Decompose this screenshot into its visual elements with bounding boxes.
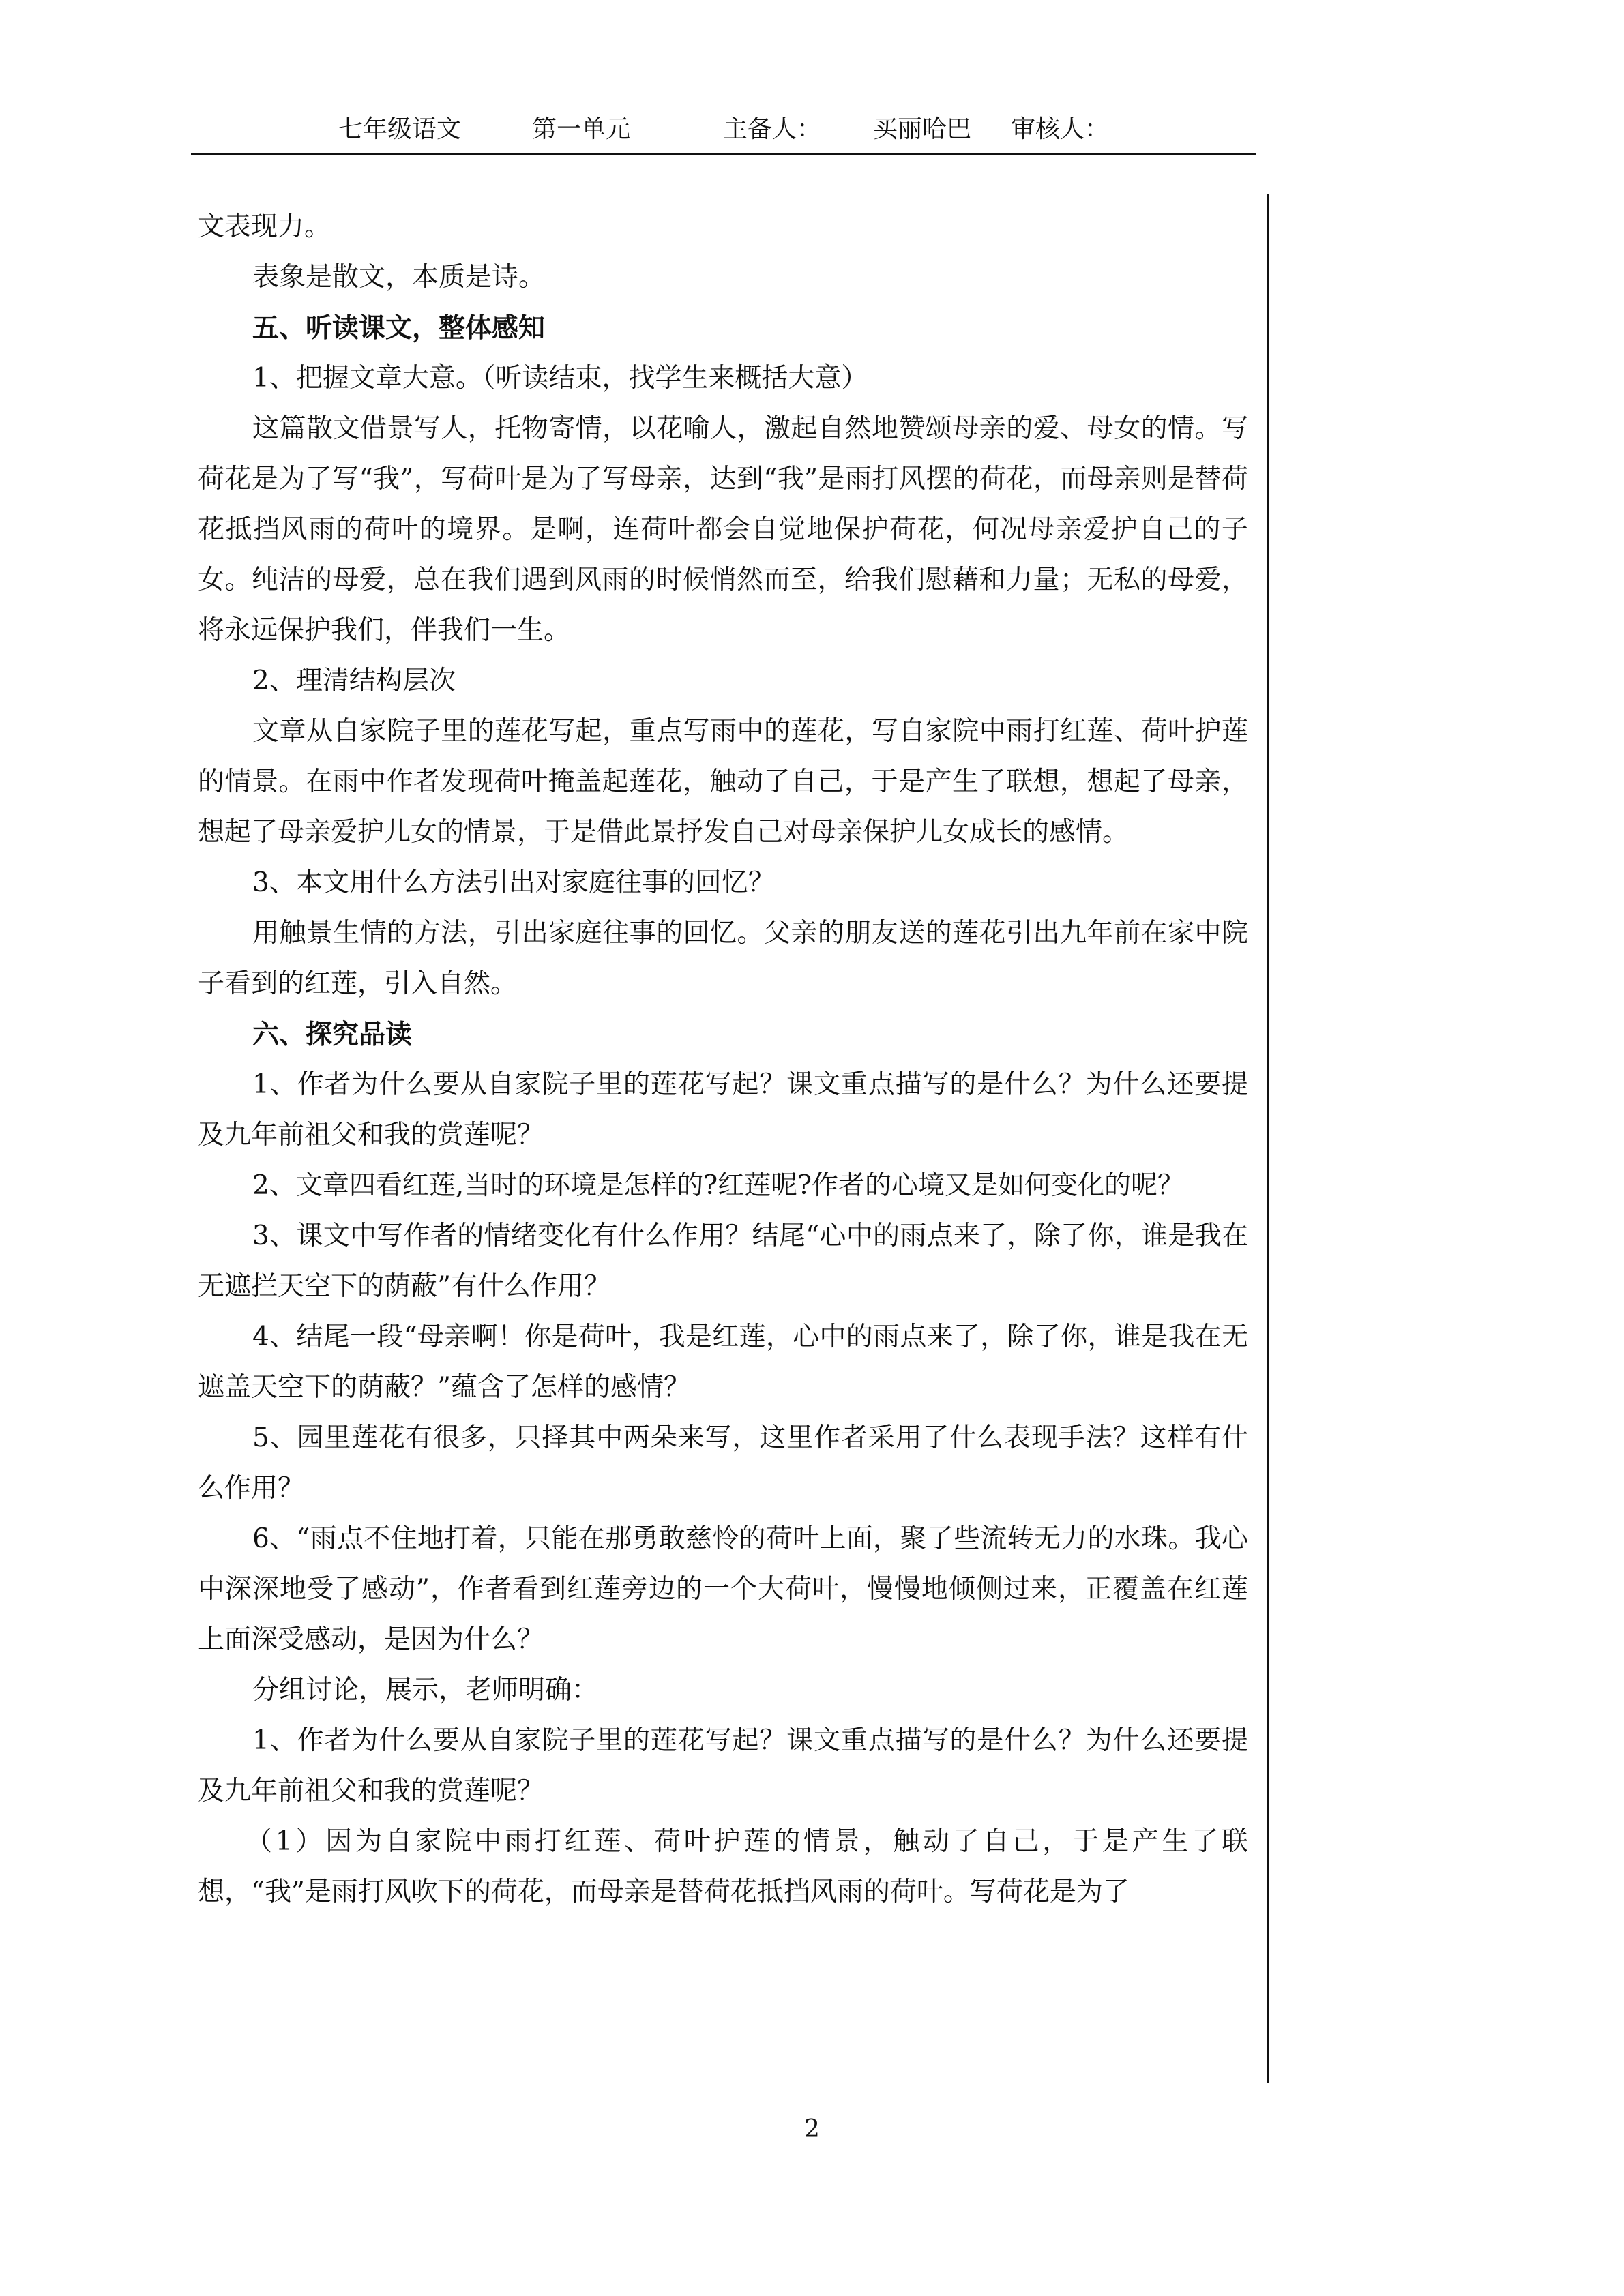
page-number: 2 bbox=[804, 2115, 820, 2143]
paragraph: 用触景生情的方法，引出家庭往事的回忆。父亲的朋友送的莲花引出九年前在家中院子看到的红莲，引入自然。 bbox=[198, 918, 1248, 999]
paragraph: 3、本文用什么方法引出对家庭往事的回忆？ bbox=[252, 867, 775, 898]
right-margin-rule bbox=[1267, 194, 1269, 2083]
header-unit: 第一单元 bbox=[532, 115, 631, 143]
paragraph-continuation: 文表现力。 bbox=[198, 211, 331, 242]
header-reviewer-label: 审核人： bbox=[1011, 115, 1110, 143]
section-heading: 五、听读课文，整体感知 bbox=[252, 312, 546, 344]
paragraph: 1、把握文章大意。（听读结束，找学生来概括大意） bbox=[252, 363, 868, 393]
body-text bbox=[198, 202, 1248, 1918]
section-heading: 六、探究品读 bbox=[252, 1019, 413, 1050]
header-preparer-name: 买丽哈巴 bbox=[873, 115, 972, 143]
paragraph: 2、理清结构层次 bbox=[252, 666, 456, 696]
question-item: 5、园里莲花有很多，只择其中两朵来写，这里作者采用了什么表现手法？这样有什么作用？ bbox=[198, 1422, 1248, 1504]
question-item: 4、结尾一段“母亲啊！你是荷叶，我是红莲，心中的雨点来了，除了你，谁是我在无遮盖天空下的荫蔽？”蕴含了怎样的感情？ bbox=[198, 1322, 1248, 1403]
header-grade: 七年级语文 bbox=[338, 115, 462, 143]
paragraph: 这篇散文借景写人，托物寄情，以花喻人，激起自然地赞颂母亲的爱、母女的情。写荷花是为了写“我”，写荷叶是为了写母亲，达到“我”是雨打风摆的荷花，而母亲则是替荷花抵挡风雨的荷叶的境界。是啊，连荷叶都会自觉地保护荷花，何况母亲爱护自己的子女。纯洁的母爱，总在我们遇到风雨的时候悄然而至，给我们慰藉和力量；无私的母爱，将永远保护我们，伴我们一生。 bbox=[198, 413, 1248, 646]
question-item: 3、课文中写作者的情绪变化有什么作用？结尾“心中的雨点来了，除了你，谁是我在无遮拦天空下的荫蔽”有什么作用？ bbox=[198, 1221, 1248, 1302]
header-preparer-label: 主备人： bbox=[723, 115, 822, 143]
question-item: 2、文章四看红莲,当时的环境是怎样的?红莲呢?作者的心境又是如何变化的呢？ bbox=[252, 1170, 1185, 1201]
question-item: 1、作者为什么要从自家院子里的莲花写起？课文重点描写的是什么？为什么还要提及九年前祖父和我的赏莲呢？ bbox=[198, 1069, 1248, 1150]
paragraph: 表象是散文，本质是诗。 bbox=[252, 262, 546, 293]
answer-item: 1、作者为什么要从自家院子里的莲花写起？课文重点描写的是什么？为什么还要提及九年前祖父和我的赏莲呢？ bbox=[198, 1725, 1248, 1806]
answer-sub-item: （1）因为自家院中雨打红莲、荷叶护莲的情景，触动了自己，于是产生了联想，“我”是雨打风吹下的荷花，而母亲是替荷花抵挡风雨的荷叶。写荷花是为了 bbox=[198, 1826, 1248, 1907]
page-header bbox=[191, 109, 1255, 150]
header-divider bbox=[191, 153, 1256, 155]
question-item: 6、“雨点不住地打着，只能在那勇敢慈怜的荷叶上面，聚了些流转无力的水珠。我心中深深地受了感动”，作者看到红莲旁边的一个大荷叶，慢慢地倾侧过来，正覆盖在红莲上面深受感动，是因为什么？ bbox=[198, 1523, 1248, 1655]
paragraph: 分组讨论，展示，老师明确： bbox=[252, 1675, 599, 1705]
paragraph: 文章从自家院子里的莲花写起，重点写雨中的莲花，写自家院中雨打红莲、荷叶护莲的情景。在雨中作者发现荷叶掩盖起莲花，触动了自己，于是产生了联想，想起了母亲，想起了母亲爱护儿女的情景，于是借此景抒发自己对母亲保护儿女成长的感情。 bbox=[198, 716, 1248, 848]
